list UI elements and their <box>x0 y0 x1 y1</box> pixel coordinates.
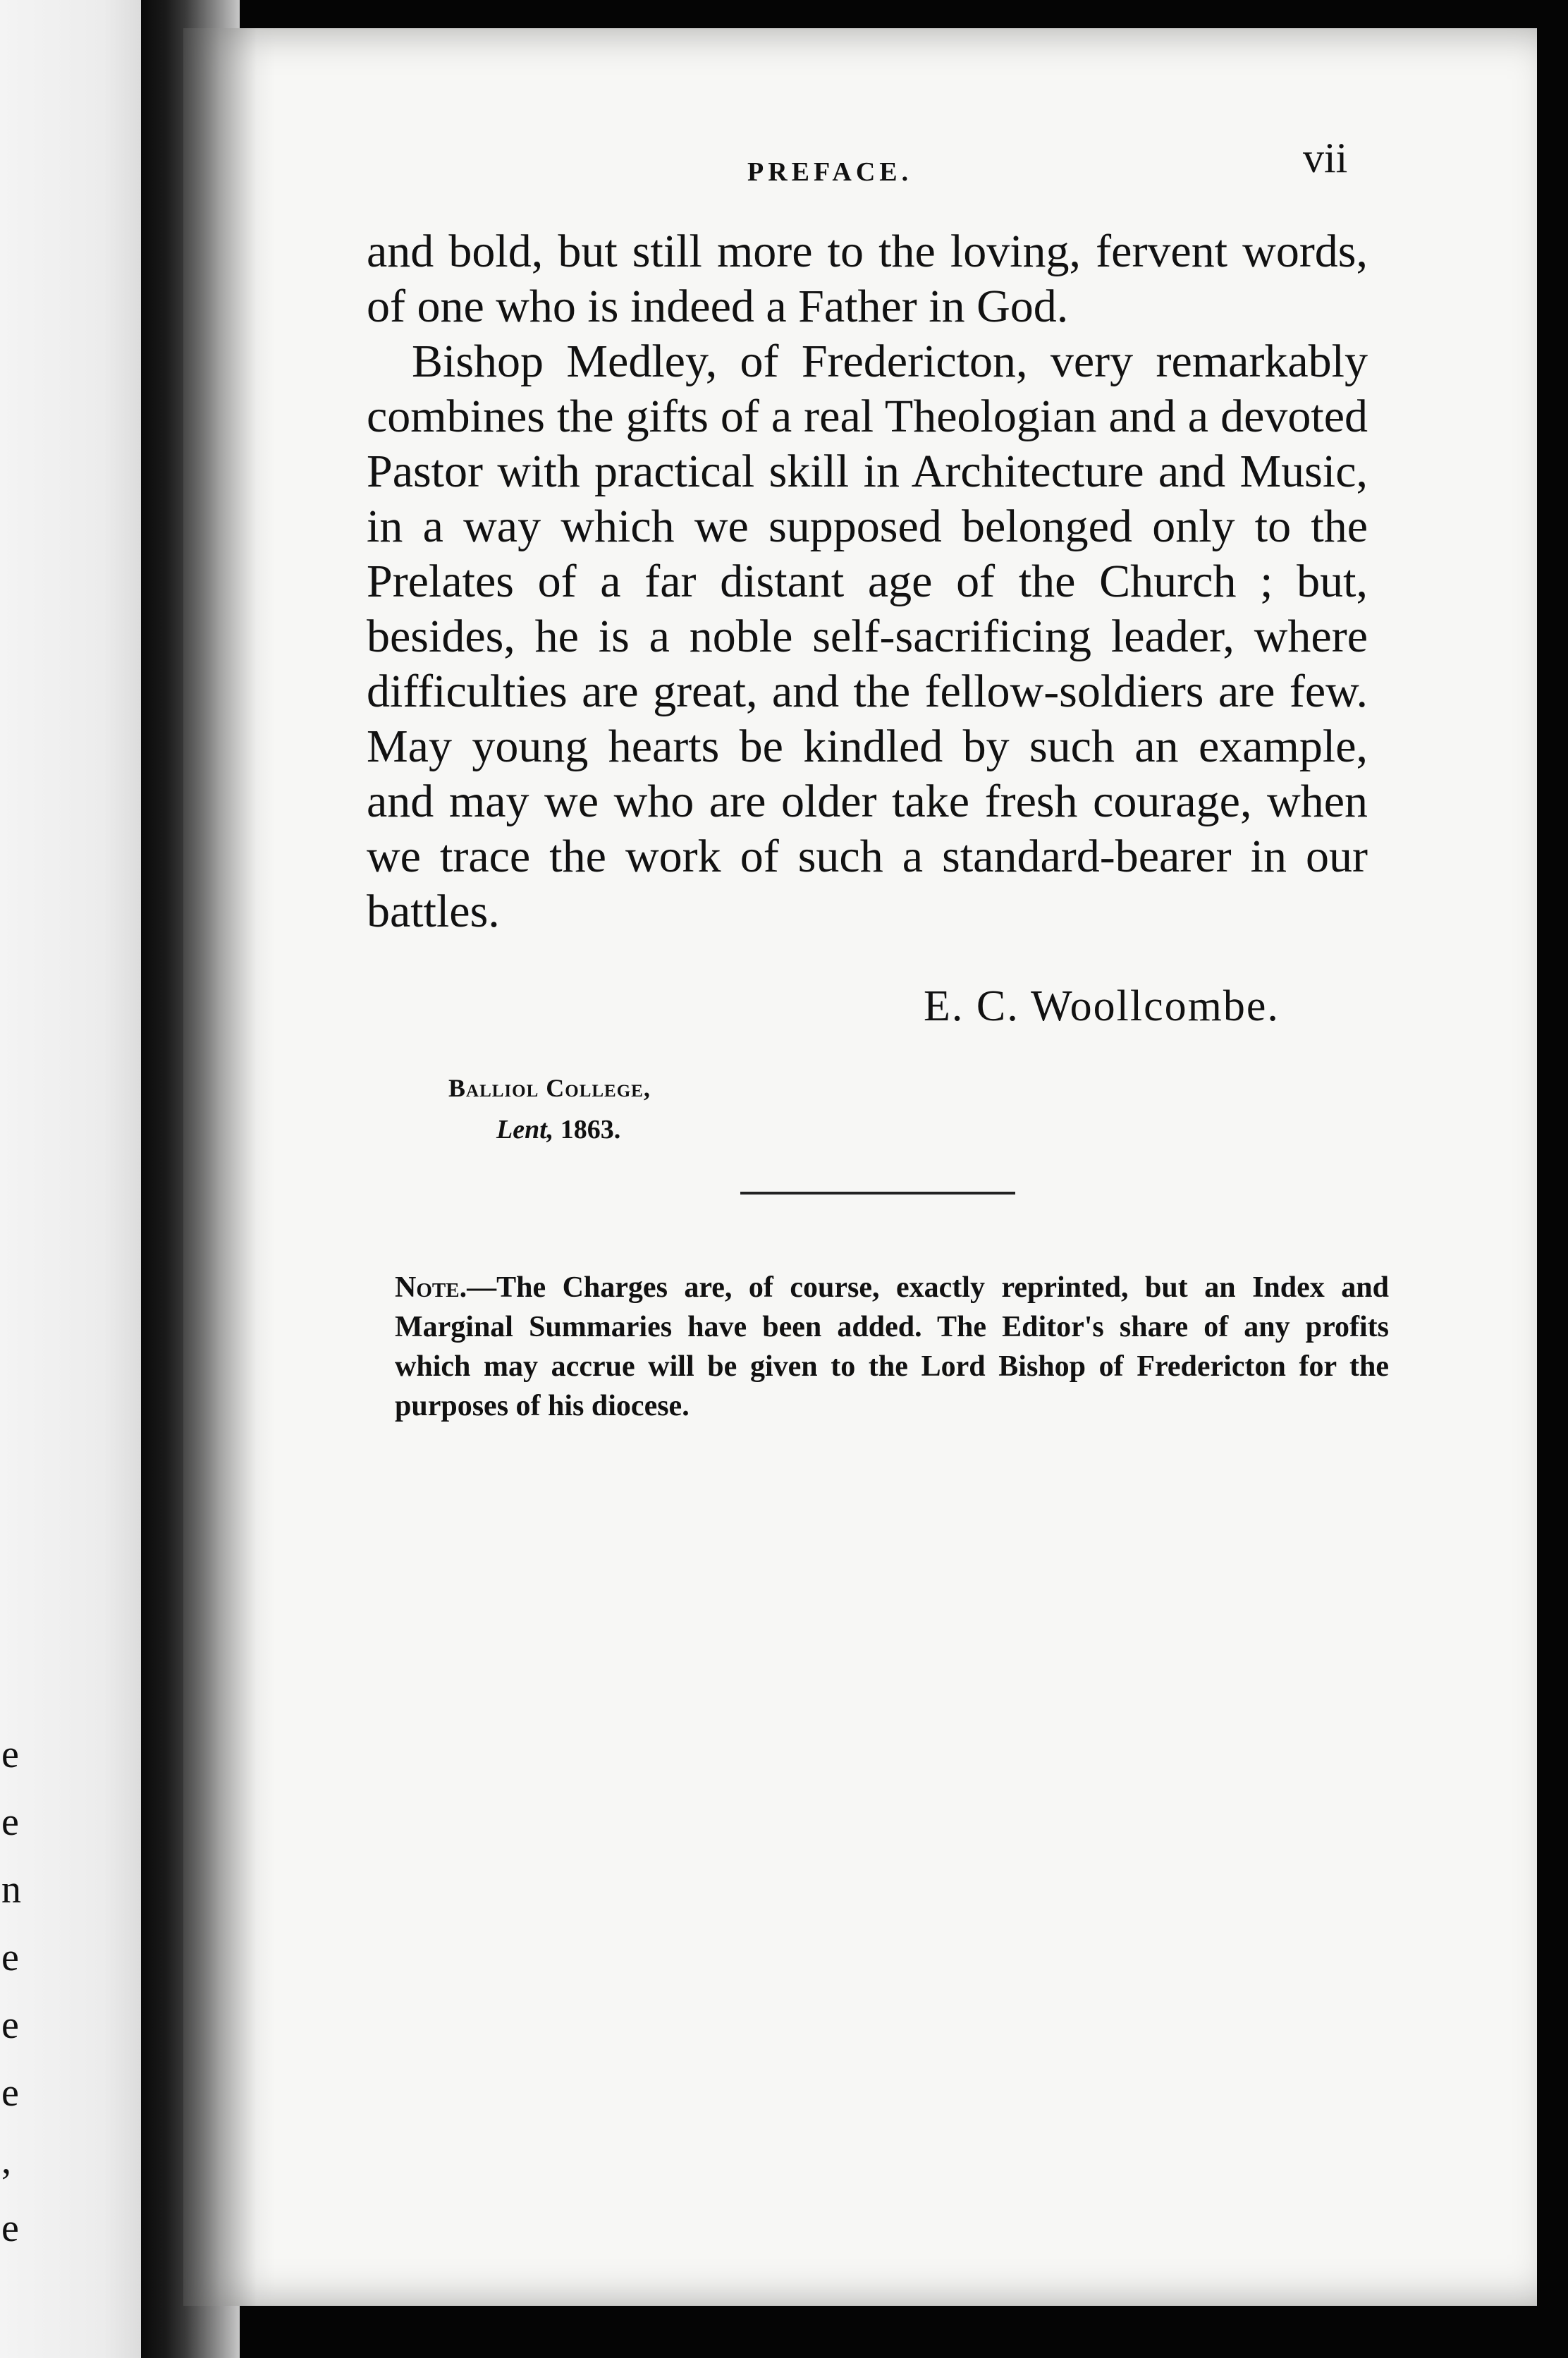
left-page-char: , <box>1 2139 11 2182</box>
editor-note <box>395 1268 1389 1426</box>
left-page-char: e <box>1 1733 19 1776</box>
section-rule <box>740 1192 1015 1195</box>
left-page-char: e <box>1 1936 19 1979</box>
left-page-fragment <box>1 1721 30 2262</box>
note-text: —The Charges are, of course, exactly reprinted, but an Index and Marginal Summaries have been added. The Editor's share of any profits which may accrue will be given to the Lord Bishop of Fredericton for the purposes of his diocese. <box>395 1271 1389 1422</box>
dateline-place: Balliol College, <box>448 1074 651 1102</box>
body-text <box>367 224 1368 939</box>
dateline-season: Lent, <box>496 1115 554 1144</box>
signature: E. C. Woollcombe. <box>924 982 1280 1030</box>
gutter-shadow <box>183 28 275 2306</box>
left-page-char: e <box>1 2003 19 2047</box>
dateline-date <box>496 1114 620 1145</box>
page-number: vii <box>1303 135 1348 181</box>
dateline-year: 1863. <box>560 1115 621 1144</box>
paragraph: and bold, but still more to the loving, fervent words, of one who is indeed a Father in God. <box>367 226 1368 332</box>
paragraph: Bishop Medley, of Fredericton, very remarkably combines the gifts of a real Theologian and a devoted Pastor with practical skill in Architecture and Music, in a way which we supposed belonged only to the Prelates of a far distant age of the Church ; but, besides, he is a noble self-sacrificing leader, where difficulties are great, and the fellow-soldiers are few. May young hearts be kindled by such an example, and may we who are older take fresh courage, when we trace the work of such a standard-bearer in our battles. <box>367 336 1368 937</box>
left-page-char: n <box>1 1868 21 1912</box>
running-head: PREFACE. <box>747 157 913 187</box>
left-page-char: e <box>1 1800 19 1844</box>
left-page-char: e <box>1 2206 19 2250</box>
note-lead: Note. <box>395 1271 467 1304</box>
left-page-char: e <box>1 2071 19 2115</box>
